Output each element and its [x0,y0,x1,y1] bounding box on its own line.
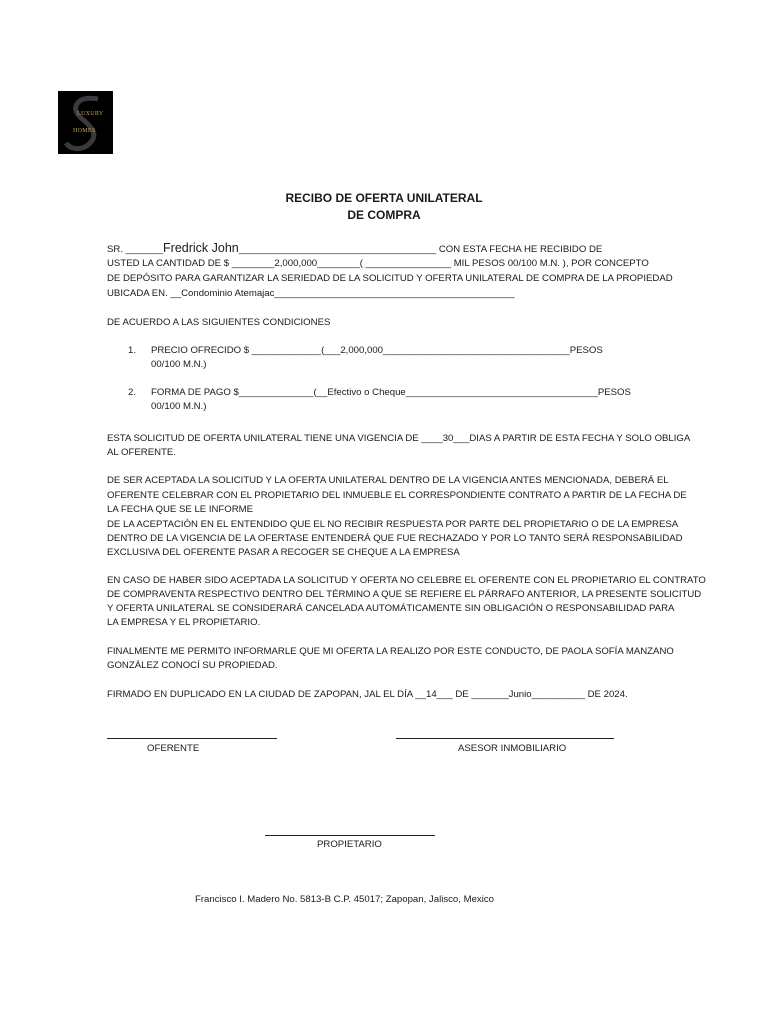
document-subtitle: DE COMPRA [347,208,421,222]
paragraph-2-line: EN CASO DE HABER SIDO ACEPTADA LA SOLICITUD Y OFERTA NO CELEBRE EL OFERENTE CON EL PROPIETARIO EL CONTRATO [107,575,706,586]
condition-2-number: 2. [128,387,137,398]
company-logo [58,91,113,154]
paragraph-3-line: GONZÁLEZ CONOCÍ SU PROPIEDAD. [107,660,278,671]
client-name: Fredrick John [163,241,239,255]
propietario-signature-line [265,835,435,836]
oferente-signature-line [107,738,277,739]
intro-line-1 [107,241,602,257]
paragraph-1-line: DE SER ACEPTADA LA SOLICITUD Y LA OFERTA UNILATERAL DENTRO DE LA VIGENCIA ANTES MENCIONADA, DEBERÁ EL [107,475,669,486]
paragraph-1-line: EXCLUSIVA DEL OFERENTE PASAR A RECOGER SE CHEQUE A LA EMPRESA [107,547,460,558]
footer-address: Francisco I. Madero No. 5813-B C.P. 45017; Zapopan, Jalisco, Mexico [195,894,494,905]
condition-2-line-1: FORMA DE PAGO $______________(__Efectivo o Cheque____________________________________PESOS [151,387,631,398]
sr-prefix: SR. _______ [107,244,164,255]
condition-1-line-1: PRECIO OFRECIDO $ _____________(___2,000,000___________________________________PESOS [151,345,603,356]
oferente-label: OFERENTE [147,743,200,754]
intro-line-3: DE DEPÓSITO PARA GARANTIZAR LA SERIEDAD DE LA SOLICITUD Y OFERTA UNILATERAL DE COMPRA DE LA PROPIEDAD [107,273,673,284]
condition-1-number: 1. [128,345,137,356]
propietario-label: PROPIETARIO [317,839,382,850]
paragraph-1-line: OFERENTE CELEBRAR CON EL PROPIETARIO DEL INMUEBLE EL CORRESPONDIENTE CONTRATO A PARTIR DE LA FECHA DE [107,490,687,501]
document-title: RECIBO DE OFERTA UNILATERAL [285,191,483,205]
logo-text-homes: HOMES [73,128,96,134]
logo-s-emblem-icon [58,91,113,154]
paragraph-2-line: DE COMPRAVENTA RESPECTIVO DENTRO DEL TÉRMINO A QUE SE REFIERE EL PÁRRAFO ANTERIOR, LA PRESENTE SOLICITUD [107,589,702,600]
sr-suffix: _____________________________________ CON ESTA FECHA HE RECIBIDO DE [238,244,603,255]
paragraph-3-line: FINALMENTE ME PERMITO INFORMARLE QUE MI OFERTA LA REALIZO POR ESTE CONDUCTO, DE PAOLA SOFÍA MANZANO [107,646,674,657]
vigencia-line-2: AL OFERENTE. [107,447,176,458]
paragraph-2-line: LA EMPRESA Y EL PROPIETARIO. [107,617,261,628]
paragraph-1-line: LA FECHA QUE SE LE INFORME [107,504,254,515]
conditions-heading: DE ACUERDO A LAS SIGUIENTES CONDICIONES [107,317,331,328]
intro-line-2: USTED LA CANTIDAD DE $ ________2,000,000________( ________________ MIL PESOS 00/100 M.N. ), POR CONCEPTO [107,258,649,269]
intro-line-4: UBICADA EN. __Condominio Atemajac_____________________________________________ [107,288,515,299]
condition-1-line-2: 00/100 M.N.) [151,359,207,370]
condition-2-line-2: 00/100 M.N.) [151,401,207,412]
paragraph-1-line: DE LA ACEPTACIÓN EN EL ENTENDIDO QUE EL NO RECIBIR RESPUESTA POR PARTE DEL PROPIETARIO O DE LA EMPRESA [107,519,679,530]
logo-text-luxury: LUXURY [77,111,104,117]
asesor-signature-line [396,738,614,739]
signed-date-line: FIRMADO EN DUPLICADO EN LA CIUDAD DE ZAPOPAN, JAL EL DÍA __14___ DE _______Junio__________ DE 2024. [107,689,628,700]
asesor-label: ASESOR INMOBILIARIO [458,743,567,754]
paragraph-2-line: Y OFERTA UNILATERAL SE CONSIDERARÁ CANCELADA AUTOMÁTICAMENTE SIN OBLIGACIÓN O RESPONSABILIDAD PARA [107,603,675,614]
vigencia-line-1: ESTA SOLICITUD DE OFERTA UNILATERAL TIENE UNA VIGENCIA DE ____30___DIAS A PARTIR DE ESTA FECHA Y SOLO OBLIGA [107,433,691,444]
paragraph-1-line: DENTRO DE LA VIGENCIA DE LA OFERTASE ENTENDERÁ QUE FUE RECHAZADO Y POR LO TANTO SERÁ RESPONSABILIDAD [107,533,683,544]
